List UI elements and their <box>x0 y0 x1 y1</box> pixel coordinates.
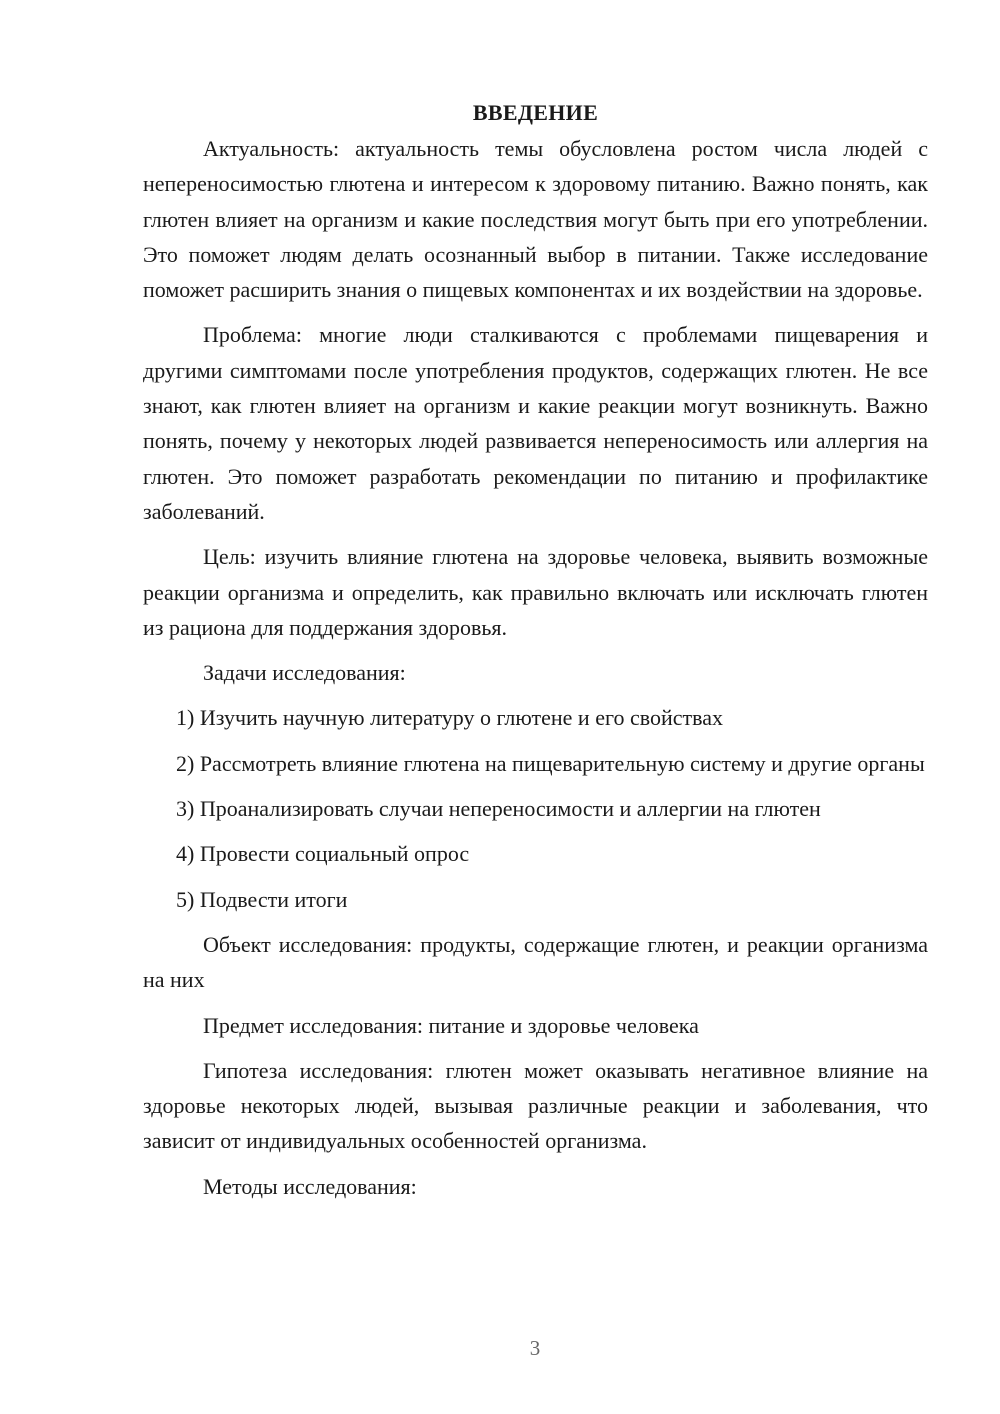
hypothesis-paragraph: Гипотеза исследования: глютен может оказывать негативное влияние на здоровье некоторых людей, вызывая различные реакции и заболевания, что зависит от индивидуальных особенностей организма. <box>143 1057 928 1154</box>
task-item-5: 5) Подвести итоги <box>176 886 348 912</box>
page-content <box>143 98 928 1204</box>
methods-heading: Методы исследования: <box>203 1173 417 1199</box>
task-item-2: 2) Рассмотреть влияние глютена на пищеварительную систему и другие органы <box>176 750 925 776</box>
problem-paragraph: Проблема: многие люди сталкиваются с проблемами пищеварения и другими симптомами после употребления продуктов, содержащих глютен. Не все знают, как глютен влияет на организм и какие реакции могут возникнуть. Важно понять, почему у некоторых людей развивается непереносимость или аллергия на глютен. Это поможет разработать рекомендации по питанию и профилактике заболеваний. <box>143 322 928 524</box>
subject-paragraph: Предмет исследования: питание и здоровье человека <box>203 1012 699 1038</box>
section-title: ВВЕДЕНИЕ <box>472 100 599 125</box>
task-item-3: 3) Проанализировать случаи непереносимости и аллергии на глютен <box>176 796 821 822</box>
object-paragraph: Объект исследования: продукты, содержащие глютен, и реакции организма на них <box>143 931 928 993</box>
tasks-heading: Задачи исследования: <box>203 660 406 686</box>
task-item-4: 4) Провести социальный опрос <box>176 841 470 867</box>
relevance-paragraph: Актуальность: актуальность темы обусловлена ростом числа людей с непереносимостью глютена и интересом к здоровому питанию. Важно понять, как глютен влияет на организм и какие последствия могут быть при его употреблении. Это поможет людям делать осознанный выбор в питании. Также исследование поможет расширить знания о пищевых компонентах и их воздействии на здоровье. <box>143 136 928 303</box>
goal-paragraph: Цель: изучить влияние глютена на здоровье человека, выявить возможные реакции организма и определить, как правильно включать или исключать глютен из рациона для поддержания здоровья. <box>143 544 928 640</box>
task-item-1: 1) Изучить научную литературу о глютене и его свойствах <box>176 705 723 731</box>
page-number: 3 <box>529 1336 541 1360</box>
